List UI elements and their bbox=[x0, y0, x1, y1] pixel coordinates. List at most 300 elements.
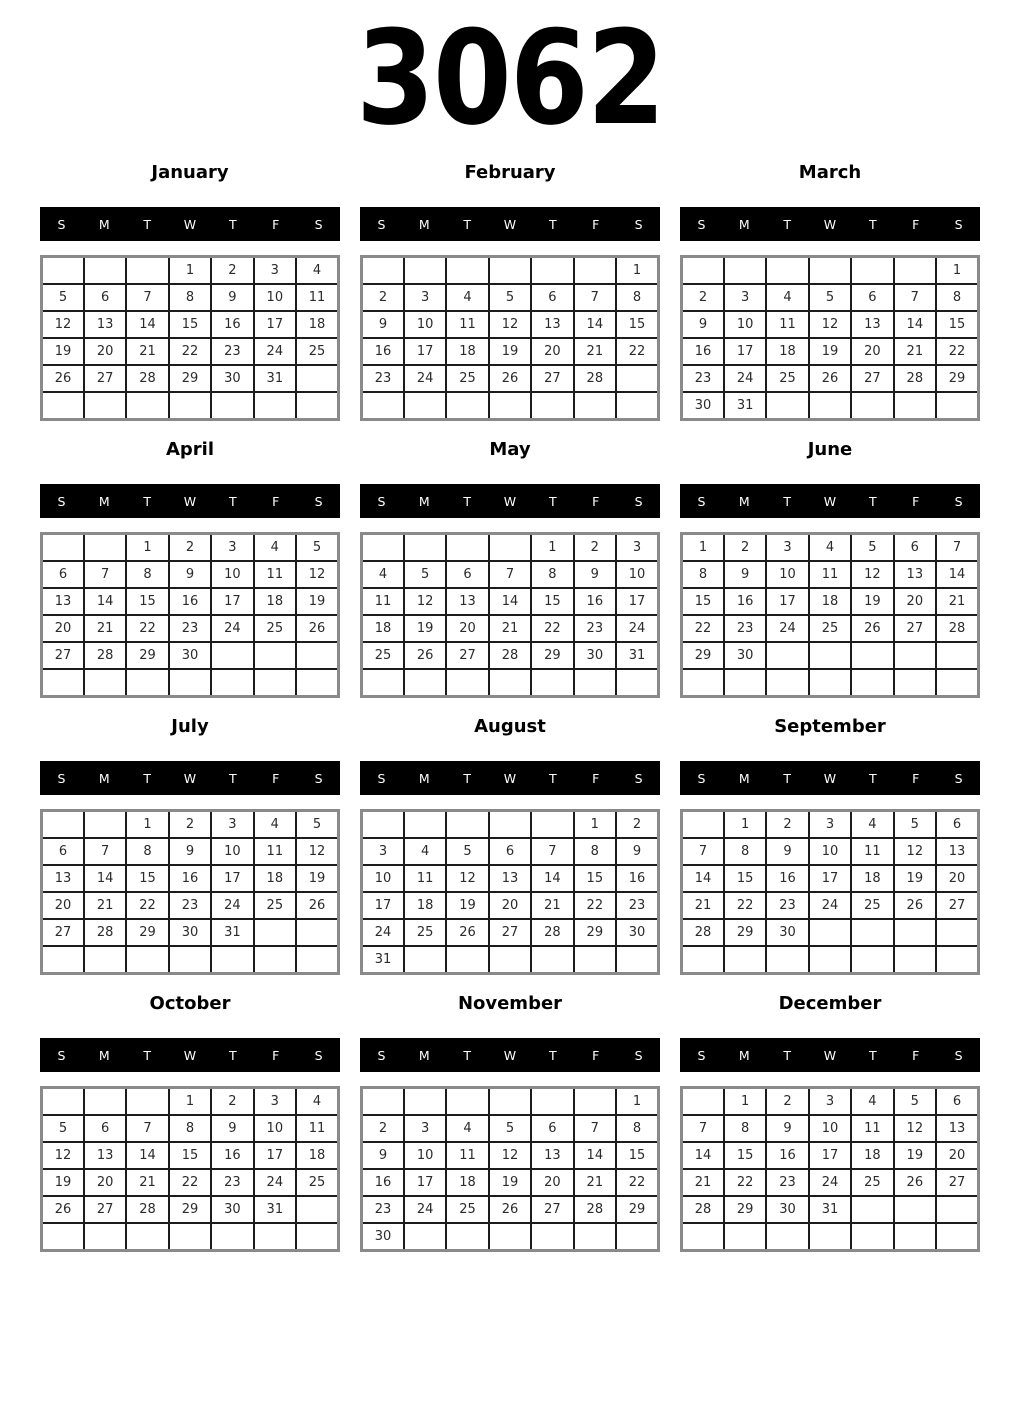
day-cell: 12 bbox=[42, 311, 84, 338]
empty-day-cell bbox=[254, 919, 296, 946]
day-cell: 3 bbox=[211, 534, 253, 562]
month-january bbox=[40, 163, 340, 421]
day-cell: 25 bbox=[296, 1169, 338, 1196]
day-cell: 24 bbox=[404, 365, 446, 392]
week-row bbox=[42, 1196, 339, 1223]
weekday-header-bar bbox=[40, 761, 340, 795]
weekday-label: W bbox=[503, 216, 517, 232]
weekday-label: M bbox=[738, 216, 750, 232]
day-cell: 9 bbox=[362, 1142, 404, 1169]
weekday-label: T bbox=[229, 1047, 237, 1063]
weekday-label: S bbox=[634, 216, 643, 232]
weekday-label: S bbox=[954, 770, 963, 786]
day-cell: 8 bbox=[616, 1115, 658, 1142]
month-september bbox=[680, 717, 980, 975]
day-cell: 13 bbox=[446, 588, 488, 615]
day-cell: 4 bbox=[362, 561, 404, 588]
day-cell: 17 bbox=[254, 311, 296, 338]
day-cell: 8 bbox=[574, 838, 616, 865]
empty-day-cell bbox=[936, 946, 978, 974]
day-cell: 7 bbox=[936, 534, 978, 562]
weekday-label: W bbox=[823, 216, 837, 232]
week-row bbox=[362, 919, 659, 946]
day-cell: 14 bbox=[894, 311, 936, 338]
day-cell: 9 bbox=[211, 1115, 253, 1142]
empty-day-cell bbox=[362, 392, 404, 420]
weekday-label: W bbox=[503, 770, 517, 786]
weekday-label: T bbox=[549, 216, 557, 232]
weekday-label: W bbox=[503, 493, 517, 509]
empty-day-cell bbox=[296, 1223, 338, 1251]
day-cell: 19 bbox=[296, 588, 338, 615]
day-cell: 23 bbox=[682, 365, 724, 392]
day-cell: 6 bbox=[42, 561, 84, 588]
day-cell: 19 bbox=[894, 865, 936, 892]
day-cell: 16 bbox=[616, 865, 658, 892]
empty-day-cell bbox=[446, 946, 488, 974]
day-cell: 27 bbox=[531, 1196, 573, 1223]
day-cell: 22 bbox=[126, 892, 168, 919]
weekday-label: M bbox=[98, 216, 110, 232]
day-cell: 9 bbox=[724, 561, 766, 588]
day-cell: 22 bbox=[616, 338, 658, 365]
empty-day-cell bbox=[489, 669, 531, 697]
day-cell: 18 bbox=[446, 1169, 488, 1196]
day-cell: 5 bbox=[296, 811, 338, 839]
day-cell: 3 bbox=[616, 534, 658, 562]
day-cell: 18 bbox=[254, 588, 296, 615]
empty-day-cell bbox=[169, 392, 211, 420]
day-cell: 27 bbox=[84, 1196, 126, 1223]
day-cell: 21 bbox=[682, 1169, 724, 1196]
weekday-label: S bbox=[57, 1047, 66, 1063]
empty-day-cell bbox=[766, 642, 808, 669]
empty-day-cell bbox=[254, 642, 296, 669]
empty-day-cell bbox=[446, 1088, 488, 1116]
day-cell: 22 bbox=[724, 892, 766, 919]
day-cell: 16 bbox=[766, 1142, 808, 1169]
day-cell: 6 bbox=[894, 534, 936, 562]
day-cell: 15 bbox=[936, 311, 978, 338]
empty-day-cell bbox=[809, 642, 851, 669]
weekday-header-bar bbox=[360, 761, 660, 795]
empty-day-cell bbox=[404, 534, 446, 562]
day-cell: 10 bbox=[254, 284, 296, 311]
empty-day-cell bbox=[446, 257, 488, 285]
day-cell: 21 bbox=[574, 338, 616, 365]
day-cell: 27 bbox=[936, 892, 978, 919]
weekday-label: S bbox=[377, 216, 386, 232]
weekday-label: M bbox=[98, 1047, 110, 1063]
week-row bbox=[362, 1169, 659, 1196]
empty-day-cell bbox=[809, 392, 851, 420]
empty-day-cell bbox=[682, 1088, 724, 1116]
day-cell: 16 bbox=[169, 865, 211, 892]
day-cell: 17 bbox=[616, 588, 658, 615]
day-cell: 4 bbox=[254, 811, 296, 839]
week-row bbox=[682, 1196, 979, 1223]
weekday-label: T bbox=[783, 493, 791, 509]
day-cell: 20 bbox=[42, 615, 84, 642]
month-day-grid bbox=[40, 255, 340, 421]
weekday-label: S bbox=[634, 770, 643, 786]
day-cell: 24 bbox=[404, 1196, 446, 1223]
day-cell: 4 bbox=[851, 1088, 893, 1116]
empty-day-cell bbox=[936, 1223, 978, 1251]
empty-day-cell bbox=[296, 642, 338, 669]
day-cell: 11 bbox=[296, 1115, 338, 1142]
weekday-label: T bbox=[229, 216, 237, 232]
day-cell: 3 bbox=[254, 257, 296, 285]
empty-day-cell bbox=[296, 1196, 338, 1223]
month-april bbox=[40, 440, 340, 698]
day-cell: 16 bbox=[211, 311, 253, 338]
day-cell: 25 bbox=[766, 365, 808, 392]
week-row bbox=[362, 1115, 659, 1142]
day-cell: 5 bbox=[296, 534, 338, 562]
weekday-label: M bbox=[98, 770, 110, 786]
empty-day-cell bbox=[126, 392, 168, 420]
day-cell: 11 bbox=[766, 311, 808, 338]
day-cell: 16 bbox=[211, 1142, 253, 1169]
empty-day-cell bbox=[682, 257, 724, 285]
empty-day-cell bbox=[682, 811, 724, 839]
weekday-header-bar bbox=[680, 761, 980, 795]
weekday-label: T bbox=[143, 493, 151, 509]
week-row bbox=[362, 588, 659, 615]
day-cell: 3 bbox=[809, 811, 851, 839]
weekday-label: F bbox=[912, 216, 920, 232]
week-row bbox=[42, 615, 339, 642]
empty-day-cell bbox=[296, 946, 338, 974]
day-cell: 23 bbox=[211, 1169, 253, 1196]
year-title: 3062 bbox=[356, 2, 664, 154]
empty-day-cell bbox=[616, 365, 658, 392]
week-row bbox=[682, 561, 979, 588]
day-cell: 5 bbox=[489, 1115, 531, 1142]
day-cell: 31 bbox=[616, 642, 658, 669]
day-cell: 21 bbox=[489, 615, 531, 642]
weekday-label: W bbox=[183, 493, 197, 509]
day-cell: 25 bbox=[851, 892, 893, 919]
week-row bbox=[42, 1115, 339, 1142]
weekday-label: S bbox=[57, 216, 66, 232]
weekday-label: S bbox=[954, 1047, 963, 1063]
day-cell: 21 bbox=[126, 338, 168, 365]
day-cell: 9 bbox=[169, 561, 211, 588]
empty-day-cell bbox=[362, 1088, 404, 1116]
empty-day-cell bbox=[84, 257, 126, 285]
day-cell: 2 bbox=[766, 1088, 808, 1116]
day-cell: 9 bbox=[169, 838, 211, 865]
day-cell: 5 bbox=[404, 561, 446, 588]
empty-day-cell bbox=[809, 919, 851, 946]
day-cell: 9 bbox=[616, 838, 658, 865]
month-july bbox=[40, 717, 340, 975]
day-cell: 21 bbox=[936, 588, 978, 615]
weekday-label: S bbox=[697, 770, 706, 786]
empty-day-cell bbox=[42, 257, 84, 285]
day-cell: 29 bbox=[126, 919, 168, 946]
day-cell: 1 bbox=[616, 257, 658, 285]
week-row bbox=[362, 1196, 659, 1223]
day-cell: 6 bbox=[936, 1088, 978, 1116]
day-cell: 24 bbox=[254, 338, 296, 365]
day-cell: 21 bbox=[126, 1169, 168, 1196]
day-cell: 20 bbox=[936, 1142, 978, 1169]
day-cell: 2 bbox=[724, 534, 766, 562]
empty-day-cell bbox=[489, 534, 531, 562]
day-cell: 30 bbox=[211, 1196, 253, 1223]
month-october bbox=[40, 994, 340, 1252]
day-cell: 8 bbox=[724, 838, 766, 865]
month-title: June bbox=[807, 439, 853, 460]
empty-day-cell bbox=[936, 642, 978, 669]
weekday-label: S bbox=[954, 216, 963, 232]
day-cell: 29 bbox=[574, 919, 616, 946]
month-day-grid bbox=[680, 809, 980, 975]
empty-day-cell bbox=[42, 392, 84, 420]
empty-day-cell bbox=[84, 1088, 126, 1116]
day-cell: 10 bbox=[766, 561, 808, 588]
day-cell: 28 bbox=[489, 642, 531, 669]
month-day-grid bbox=[360, 532, 660, 698]
day-cell: 19 bbox=[894, 1142, 936, 1169]
empty-day-cell bbox=[851, 1223, 893, 1251]
empty-day-cell bbox=[766, 669, 808, 697]
day-cell: 22 bbox=[682, 615, 724, 642]
day-cell: 6 bbox=[531, 1115, 573, 1142]
week-row bbox=[42, 946, 339, 974]
day-cell: 2 bbox=[211, 1088, 253, 1116]
day-cell: 26 bbox=[296, 892, 338, 919]
day-cell: 26 bbox=[446, 919, 488, 946]
day-cell: 13 bbox=[531, 311, 573, 338]
day-cell: 13 bbox=[894, 561, 936, 588]
weekday-header-bar bbox=[40, 207, 340, 241]
day-cell: 7 bbox=[84, 838, 126, 865]
weekday-label: T bbox=[869, 1047, 877, 1063]
day-cell: 17 bbox=[809, 1142, 851, 1169]
day-cell: 17 bbox=[809, 865, 851, 892]
day-cell: 18 bbox=[404, 892, 446, 919]
day-cell: 22 bbox=[169, 1169, 211, 1196]
day-cell: 9 bbox=[574, 561, 616, 588]
empty-day-cell bbox=[169, 946, 211, 974]
day-cell: 15 bbox=[616, 311, 658, 338]
weekday-header-bar bbox=[40, 1038, 340, 1072]
day-cell: 29 bbox=[724, 919, 766, 946]
weekday-label: W bbox=[183, 216, 197, 232]
weekday-label: M bbox=[418, 1047, 430, 1063]
week-row bbox=[42, 919, 339, 946]
week-row bbox=[362, 642, 659, 669]
weekday-label: T bbox=[463, 770, 471, 786]
day-cell: 31 bbox=[254, 1196, 296, 1223]
day-cell: 28 bbox=[84, 919, 126, 946]
weekday-label: T bbox=[143, 216, 151, 232]
day-cell: 2 bbox=[616, 811, 658, 839]
weekday-label: T bbox=[783, 770, 791, 786]
day-cell: 8 bbox=[126, 838, 168, 865]
empty-day-cell bbox=[362, 257, 404, 285]
day-cell: 2 bbox=[169, 811, 211, 839]
weekday-label: T bbox=[463, 216, 471, 232]
empty-day-cell bbox=[404, 669, 446, 697]
day-cell: 23 bbox=[766, 892, 808, 919]
week-row bbox=[362, 392, 659, 420]
day-cell: 15 bbox=[169, 311, 211, 338]
weekday-label: S bbox=[314, 216, 323, 232]
day-cell: 1 bbox=[724, 1088, 766, 1116]
empty-day-cell bbox=[42, 946, 84, 974]
day-cell: 4 bbox=[766, 284, 808, 311]
day-cell: 23 bbox=[574, 615, 616, 642]
day-cell: 14 bbox=[126, 1142, 168, 1169]
day-cell: 14 bbox=[574, 311, 616, 338]
empty-day-cell bbox=[211, 669, 253, 697]
week-row bbox=[682, 946, 979, 974]
empty-day-cell bbox=[404, 392, 446, 420]
day-cell: 27 bbox=[489, 919, 531, 946]
day-cell: 24 bbox=[211, 892, 253, 919]
day-cell: 20 bbox=[42, 892, 84, 919]
empty-day-cell bbox=[404, 1088, 446, 1116]
day-cell: 2 bbox=[362, 284, 404, 311]
week-row bbox=[682, 919, 979, 946]
weekday-label: F bbox=[272, 493, 280, 509]
week-row bbox=[42, 865, 339, 892]
day-cell: 3 bbox=[404, 1115, 446, 1142]
weekday-label: W bbox=[503, 1047, 517, 1063]
day-cell: 3 bbox=[724, 284, 766, 311]
day-cell: 14 bbox=[489, 588, 531, 615]
day-cell: 12 bbox=[404, 588, 446, 615]
day-cell: 20 bbox=[531, 1169, 573, 1196]
day-cell: 2 bbox=[362, 1115, 404, 1142]
day-cell: 25 bbox=[809, 615, 851, 642]
month-day-grid bbox=[40, 1086, 340, 1252]
day-cell: 18 bbox=[446, 338, 488, 365]
day-cell: 17 bbox=[254, 1142, 296, 1169]
day-cell: 23 bbox=[362, 1196, 404, 1223]
day-cell: 7 bbox=[84, 561, 126, 588]
week-row bbox=[682, 1115, 979, 1142]
day-cell: 9 bbox=[682, 311, 724, 338]
day-cell: 28 bbox=[126, 1196, 168, 1223]
empty-day-cell bbox=[851, 1196, 893, 1223]
empty-day-cell bbox=[809, 1223, 851, 1251]
day-cell: 15 bbox=[724, 865, 766, 892]
empty-day-cell bbox=[254, 669, 296, 697]
weekday-label: T bbox=[143, 770, 151, 786]
day-cell: 21 bbox=[531, 892, 573, 919]
weekday-label: S bbox=[697, 216, 706, 232]
empty-day-cell bbox=[809, 946, 851, 974]
day-cell: 8 bbox=[936, 284, 978, 311]
weekday-label: M bbox=[418, 493, 430, 509]
empty-day-cell bbox=[766, 392, 808, 420]
weekday-label: S bbox=[697, 493, 706, 509]
empty-day-cell bbox=[809, 669, 851, 697]
empty-day-cell bbox=[404, 811, 446, 839]
month-march bbox=[680, 163, 980, 421]
day-cell: 8 bbox=[126, 561, 168, 588]
empty-day-cell bbox=[616, 669, 658, 697]
weekday-label: T bbox=[463, 1047, 471, 1063]
week-row bbox=[362, 257, 659, 285]
weekday-label: T bbox=[463, 493, 471, 509]
empty-day-cell bbox=[682, 669, 724, 697]
week-row bbox=[42, 311, 339, 338]
day-cell: 2 bbox=[169, 534, 211, 562]
day-cell: 25 bbox=[851, 1169, 893, 1196]
day-cell: 22 bbox=[126, 615, 168, 642]
empty-day-cell bbox=[851, 642, 893, 669]
day-cell: 11 bbox=[809, 561, 851, 588]
day-cell: 28 bbox=[574, 365, 616, 392]
weekday-label: T bbox=[549, 1047, 557, 1063]
day-cell: 23 bbox=[616, 892, 658, 919]
day-cell: 17 bbox=[211, 865, 253, 892]
empty-day-cell bbox=[446, 1223, 488, 1251]
day-cell: 25 bbox=[296, 338, 338, 365]
month-day-grid bbox=[360, 1086, 660, 1252]
empty-day-cell bbox=[42, 669, 84, 697]
day-cell: 23 bbox=[169, 892, 211, 919]
empty-day-cell bbox=[126, 1223, 168, 1251]
empty-day-cell bbox=[362, 534, 404, 562]
day-cell: 19 bbox=[42, 1169, 84, 1196]
day-cell: 16 bbox=[682, 338, 724, 365]
empty-day-cell bbox=[894, 946, 936, 974]
day-cell: 15 bbox=[531, 588, 573, 615]
day-cell: 6 bbox=[489, 838, 531, 865]
empty-day-cell bbox=[126, 669, 168, 697]
day-cell: 12 bbox=[894, 838, 936, 865]
weekday-label: M bbox=[738, 493, 750, 509]
empty-day-cell bbox=[574, 669, 616, 697]
day-cell: 5 bbox=[489, 284, 531, 311]
weekday-label: S bbox=[954, 493, 963, 509]
day-cell: 28 bbox=[531, 919, 573, 946]
month-day-grid bbox=[680, 532, 980, 698]
week-row bbox=[42, 1088, 339, 1116]
day-cell: 18 bbox=[254, 865, 296, 892]
week-row bbox=[682, 365, 979, 392]
weekday-label: S bbox=[377, 493, 386, 509]
day-cell: 24 bbox=[362, 919, 404, 946]
months-grid bbox=[0, 153, 1020, 1252]
empty-day-cell bbox=[362, 669, 404, 697]
day-cell: 19 bbox=[489, 1169, 531, 1196]
weekday-label: T bbox=[143, 1047, 151, 1063]
day-cell: 24 bbox=[809, 1169, 851, 1196]
day-cell: 5 bbox=[42, 1115, 84, 1142]
day-cell: 21 bbox=[574, 1169, 616, 1196]
empty-day-cell bbox=[126, 257, 168, 285]
day-cell: 22 bbox=[724, 1169, 766, 1196]
month-title: February bbox=[464, 162, 556, 183]
day-cell: 11 bbox=[851, 838, 893, 865]
empty-day-cell bbox=[574, 1088, 616, 1116]
day-cell: 11 bbox=[446, 1142, 488, 1169]
empty-day-cell bbox=[446, 534, 488, 562]
day-cell: 22 bbox=[169, 338, 211, 365]
empty-day-cell bbox=[404, 257, 446, 285]
empty-day-cell bbox=[404, 1223, 446, 1251]
day-cell: 30 bbox=[724, 642, 766, 669]
